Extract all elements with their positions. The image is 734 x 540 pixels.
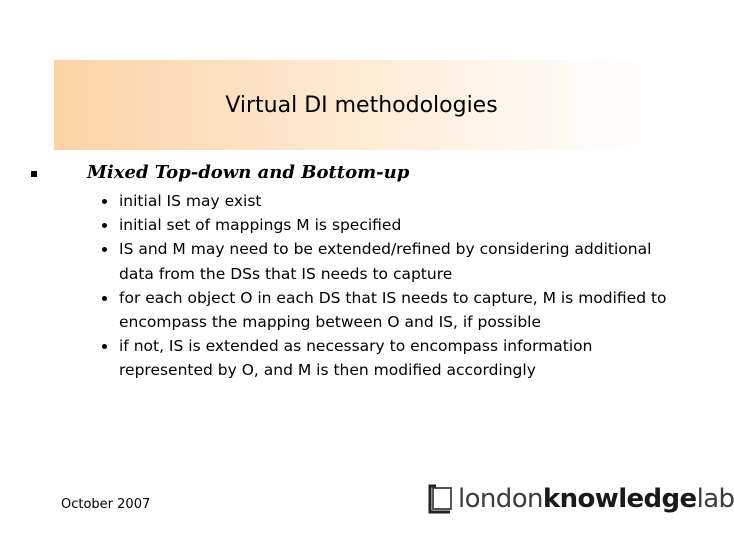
sub-bullet-text: initial set of mappings M is specified	[119, 216, 402, 235]
sub-bullet-item	[100, 237, 670, 285]
footer-date: October 2007	[61, 497, 151, 512]
sub-bullet-list	[100, 189, 670, 383]
round-bullet-icon	[102, 247, 107, 252]
round-bullet-icon	[102, 199, 107, 204]
sub-bullet-text: for each object O in each DS that IS needs to capture, M is modified to encompass the mapping between O and IS, if possible	[119, 288, 667, 332]
round-bullet-icon	[102, 223, 107, 228]
sub-bullet-item	[100, 334, 670, 382]
square-bullet-icon	[31, 171, 37, 177]
logo-wordmark	[458, 480, 734, 518]
sub-bullet-text: initial IS may exist	[119, 192, 262, 210]
sub-bullet-text: if not, IS is extended as necessary to encompass information represented by O, and M is then modified accordingly	[119, 337, 593, 380]
round-bullet-icon	[102, 344, 107, 349]
main-bullet-label: Mixed Top-down and Bottom-up	[87, 162, 410, 183]
sub-bullet-item	[100, 213, 670, 237]
round-bullet-icon	[102, 296, 107, 301]
logo-word-london: london	[458, 484, 543, 514]
logo-word-knowledge: knowledge	[542, 484, 697, 514]
logo-word-lab: lab	[696, 484, 734, 514]
sub-bullet-text: IS and M may need to be extended/refined by considering additional data from the DSs that IS needs to capture	[119, 240, 652, 283]
bracket-square-icon	[428, 485, 454, 513]
london-knowledge-lab-logo	[425, 480, 734, 520]
slide-title: Virtual DI methodologies	[225, 93, 498, 118]
sub-bullet-item	[100, 286, 670, 334]
sub-bullet-item	[100, 189, 670, 213]
